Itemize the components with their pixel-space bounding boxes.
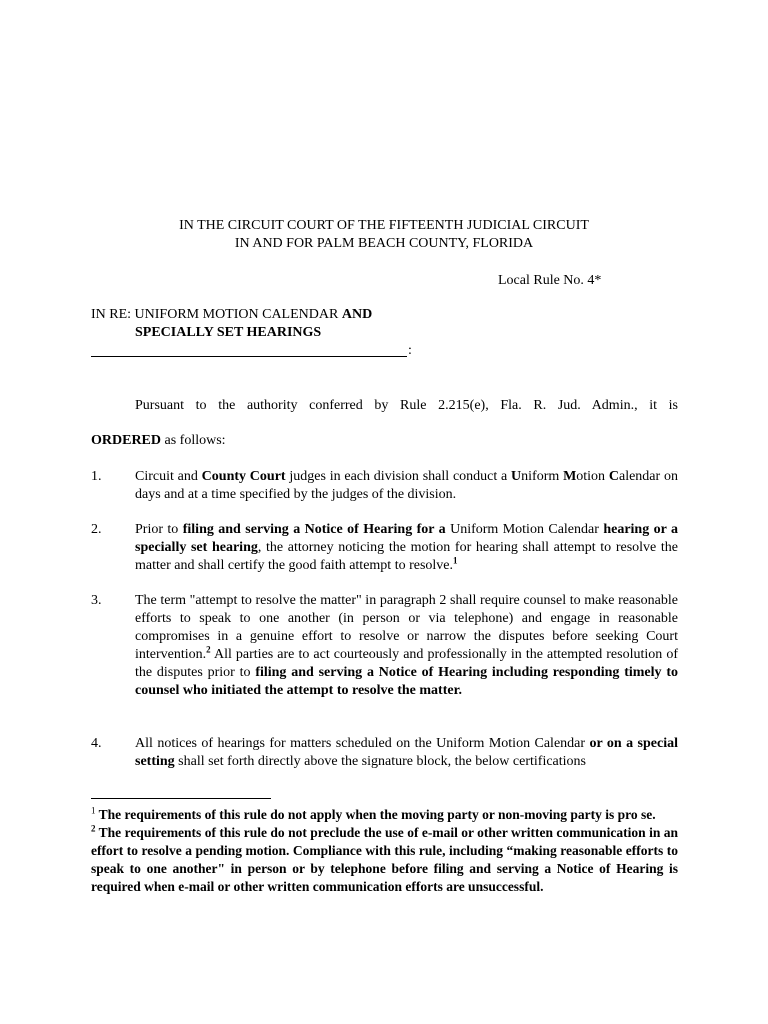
footnote-ref-2: 2 (206, 644, 211, 655)
p3-bold-1: filing and serving a Notice of Hearing including responding timely to counsel who initiated the attempt to resolve the matter. (135, 665, 678, 698)
paragraph-3 (91, 592, 678, 700)
caption-line-2: IN AND FOR PALM BEACH COUNTY, FLORIDA (234, 236, 534, 251)
p4-bold-1: or on a special setting (135, 736, 678, 769)
footnote-2-text: The requirements of this rule do not preclude the use of e-mail or other written communication in an effort to resolve a pending motion. Compliance with this rule, including “making reasonable efforts to speak to one another" in person or by telephone before filing and serving a Notice of Hearing is required when e-mail or other written communication efforts are unsuccessful. (91, 825, 678, 894)
p1-text-3: niform (521, 469, 564, 484)
caption-line-1: IN THE CIRCUIT COURT OF THE FIFTEENTH JUDICIAL CIRCUIT (179, 218, 589, 233)
p1-bold-3: M (563, 469, 577, 484)
caption-colon: : (408, 343, 412, 358)
p3-text-1: The term "attempt to resolve the matter" in paragraph 2 shall require counsel to make reasonable efforts to speak to one another (in person or via telephone) and engage in reasonable compromises in a genuine effort to resolve or narrow the disputes before seeking Court intervention. (135, 593, 678, 662)
footnote-2 (91, 824, 678, 896)
in-re-heading (91, 306, 691, 342)
footnote-ref-1: 1 (453, 555, 458, 566)
preamble: Pursuant to the authority conferred by Rule 2.215(e), Fla. R. Jud. Admin., it is (135, 398, 678, 413)
in-re-line-1 (91, 306, 691, 324)
footnote-2-mark: 2 (91, 823, 96, 834)
paragraph-2 (91, 521, 678, 575)
paragraph-body (135, 592, 678, 700)
p1-bold-1: County Court (201, 469, 286, 484)
p1-bold-4: C (608, 469, 619, 484)
ordered-heading (91, 432, 226, 450)
footnote-separator (91, 798, 271, 799)
paragraph-body (135, 521, 678, 575)
p1-text-2: judges in each division shall conduct a (285, 469, 512, 484)
p2-text-3: , the attorney noticing the motion for hearing shall attempt to resolve the matter and shall certify the good faith attempt to resolve. (135, 540, 679, 573)
paragraph-number: 3. (91, 593, 102, 608)
p1-bold-2: U (511, 469, 522, 484)
ordered-rest: as follows: (161, 433, 226, 448)
paragraph-4 (91, 735, 678, 771)
p1-text-1: Circuit and (135, 469, 202, 484)
p4-text-1: All notices of hearings for matters scheduled on the Uniform Motion Calendar (135, 736, 590, 751)
in-re-line-2: SPECIALLY SET HEARINGS (135, 325, 322, 340)
paragraph-number: 1. (91, 469, 102, 484)
footnote-1-text: The requirements of this rule do not apply when the moving party or non-moving party is pro se. (95, 807, 656, 822)
p3-text-2: All parties are to act courteously and professionally in the attempted resolution of the disputes prior to (135, 647, 678, 680)
paragraph-body (135, 468, 678, 504)
footnotes (91, 806, 678, 896)
paragraph-number: 2. (91, 522, 102, 537)
p1-text-5: alendar on days and at a time specified by the judges of the division. (135, 469, 678, 502)
court-caption (0, 217, 768, 253)
p1-text-4: otion (576, 469, 609, 484)
paragraph-number: 4. (91, 736, 102, 751)
p2-bold-1: filing and serving a Notice of Hearing for a (182, 522, 446, 537)
p2-bold-2: hearing or a specially set hearing (135, 522, 678, 555)
ordered-bold: ORDERED (91, 433, 162, 448)
p2-text-2: Uniform Motion Calendar (445, 522, 604, 537)
paragraph-1 (91, 468, 678, 504)
footnote-1-mark: 1 (91, 805, 96, 816)
footnote-1 (91, 806, 678, 824)
paragraph-body (135, 735, 678, 771)
in-re-and: AND (341, 307, 373, 322)
p2-text-1: Prior to (135, 522, 183, 537)
local-rule-number: Local Rule No. 4* (498, 273, 602, 288)
caption-underline (91, 356, 407, 357)
in-re-text: IN RE: UNIFORM MOTION CALENDAR (91, 307, 342, 322)
p4-text-2: shall set forth directly above the signature block, the below certifications (174, 754, 586, 769)
